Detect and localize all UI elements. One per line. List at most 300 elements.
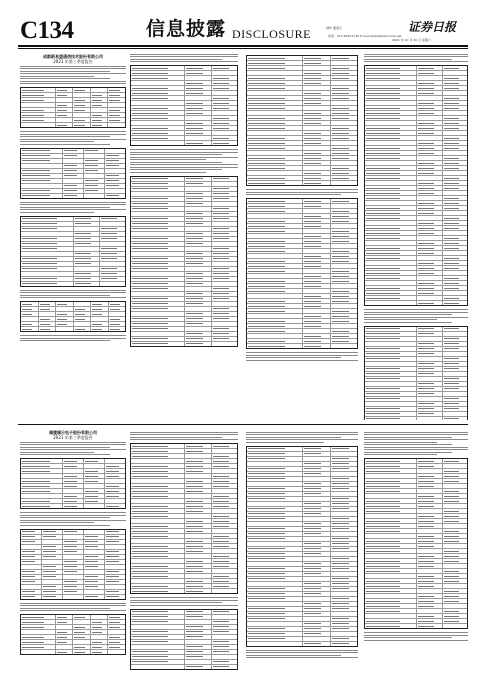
text-line	[246, 439, 358, 440]
data-table	[20, 216, 126, 287]
text-line	[130, 602, 222, 603]
table-cell	[100, 272, 125, 276]
table-cell	[331, 214, 357, 218]
table-cell	[212, 665, 237, 669]
table-cell	[131, 96, 185, 100]
table-cell	[331, 234, 357, 238]
table-cell	[303, 592, 330, 596]
table-cell	[131, 620, 185, 624]
text-line	[246, 432, 358, 433]
table-cell	[331, 329, 357, 333]
table-cell	[131, 232, 185, 236]
table-cell	[131, 534, 185, 538]
table-cell	[365, 191, 417, 195]
table-cell	[443, 161, 467, 165]
table-cell	[417, 121, 442, 125]
table-cell	[365, 206, 417, 210]
table-cell	[100, 262, 125, 266]
table-cell	[105, 595, 125, 599]
contact-line: 电话：010-83251716 E-mail:zqrb9@zqrb.sina.net	[328, 34, 402, 38]
text-line	[20, 131, 126, 132]
table-cell	[417, 382, 442, 386]
table-cell	[63, 575, 84, 579]
table-cell	[131, 252, 185, 256]
table-cell	[443, 534, 467, 538]
table-cell	[63, 530, 84, 534]
table-cell	[56, 635, 74, 639]
table-cell	[303, 457, 330, 461]
table-cell	[443, 156, 467, 160]
table-cell	[63, 484, 84, 488]
table-cell	[56, 98, 74, 102]
table-cell	[185, 650, 211, 654]
table-cell	[105, 179, 125, 183]
brand-logo: 证券日报	[408, 20, 457, 34]
text-line	[246, 434, 358, 435]
table-cell	[63, 459, 84, 463]
table-cell	[303, 622, 330, 626]
table-cell	[131, 554, 185, 558]
table-cell	[247, 151, 303, 155]
text-line	[130, 432, 238, 433]
table-cell	[131, 469, 185, 473]
table-cell	[303, 284, 330, 288]
table-cell	[417, 347, 442, 351]
table-cell	[212, 267, 237, 271]
text-line	[20, 78, 110, 79]
table-cell	[443, 559, 467, 563]
table-cell	[212, 615, 237, 619]
table-cell	[73, 88, 91, 92]
table-cell	[331, 81, 357, 85]
table-cell	[303, 602, 330, 606]
table-cell	[331, 572, 357, 576]
table-cell	[91, 317, 109, 321]
table-cell	[63, 550, 84, 554]
table-cell	[247, 462, 303, 466]
table-cell	[131, 207, 185, 211]
table-cell	[247, 552, 303, 556]
table-cell	[84, 149, 105, 153]
table-cell	[21, 545, 42, 549]
table-cell	[247, 339, 303, 343]
table-cell	[417, 529, 442, 533]
table-cell	[303, 492, 330, 496]
table-cell	[21, 540, 42, 544]
table-cell	[247, 467, 303, 471]
table-cell	[417, 191, 442, 195]
table-cell	[74, 317, 92, 321]
table-cell	[247, 229, 303, 233]
table-cell	[131, 187, 185, 191]
table-cell	[21, 645, 56, 649]
table-cell	[21, 267, 74, 271]
text-line	[246, 194, 341, 195]
table-cell	[108, 118, 125, 122]
table-cell	[247, 141, 303, 145]
table-cell	[247, 294, 303, 298]
table-cell	[303, 214, 330, 218]
table-cell	[212, 277, 237, 281]
table-cell	[247, 181, 303, 185]
table-cell	[212, 554, 237, 558]
table-cell	[185, 589, 211, 593]
table-cell	[185, 182, 211, 186]
table-cell	[212, 131, 237, 135]
table-cell	[185, 579, 211, 583]
text-line	[20, 610, 126, 611]
text-line	[20, 292, 126, 293]
table-cell	[303, 81, 330, 85]
table-cell	[212, 655, 237, 659]
table-cell	[365, 106, 417, 110]
table-cell	[84, 194, 105, 198]
table-cell	[443, 141, 467, 145]
table-cell	[365, 397, 417, 401]
table-cell	[212, 232, 237, 236]
table-cell	[42, 565, 63, 569]
table-cell	[185, 267, 211, 271]
table-cell	[212, 247, 237, 251]
table-cell	[63, 489, 84, 493]
table-cell	[417, 256, 442, 260]
table-cell	[131, 479, 185, 483]
table-cell	[131, 177, 185, 181]
text-line	[20, 73, 126, 74]
table-cell	[131, 312, 185, 316]
table-cell	[185, 337, 211, 341]
table-cell	[303, 477, 330, 481]
table-cell	[131, 332, 185, 336]
text-line	[130, 149, 238, 150]
table-cell	[21, 242, 74, 246]
table-cell	[443, 514, 467, 518]
table-cell	[108, 123, 125, 127]
table-cell	[105, 169, 125, 173]
table-cell	[185, 564, 211, 568]
table-cell	[73, 645, 91, 649]
table-cell	[84, 484, 105, 488]
table-cell	[365, 357, 417, 361]
table-cell	[131, 579, 185, 583]
table-cell	[91, 620, 109, 624]
text-line	[20, 212, 94, 213]
table-cell	[443, 524, 467, 528]
table-cell	[247, 324, 303, 328]
table-cell	[212, 187, 237, 191]
table-cell	[417, 101, 442, 105]
table-cell	[303, 146, 330, 150]
text-line	[130, 162, 222, 163]
table-cell	[21, 194, 63, 198]
table-cell	[247, 522, 303, 526]
table-cell	[185, 524, 211, 528]
table-cell	[131, 272, 185, 276]
table-cell	[212, 589, 237, 593]
table-cell	[247, 214, 303, 218]
table-cell	[21, 322, 39, 326]
table-cell	[303, 637, 330, 641]
table-cell	[365, 181, 417, 185]
table-cell	[303, 86, 330, 90]
table-cell	[443, 539, 467, 543]
table-cell	[443, 246, 467, 250]
table-cell	[443, 489, 467, 493]
table-cell	[131, 645, 185, 649]
table-cell	[105, 194, 125, 198]
table-cell	[212, 96, 237, 100]
table-cell	[131, 106, 185, 110]
table-cell	[73, 93, 91, 97]
table-cell	[365, 226, 417, 230]
table-cell	[365, 504, 417, 508]
table-cell	[109, 327, 126, 331]
table-cell	[331, 562, 357, 566]
table-cell	[185, 101, 211, 105]
table-cell	[100, 257, 125, 261]
table-cell	[365, 301, 417, 305]
table-cell	[303, 309, 330, 313]
table-cell	[443, 332, 467, 336]
table-cell	[91, 625, 109, 629]
data-table	[130, 176, 238, 347]
text-line	[364, 439, 468, 440]
table-cell	[63, 464, 84, 468]
table-cell	[247, 209, 303, 213]
table-cell	[247, 512, 303, 516]
table-cell	[417, 407, 442, 411]
table-cell	[331, 487, 357, 491]
table-cell	[185, 645, 211, 649]
table-cell	[331, 537, 357, 541]
table-cell	[443, 291, 467, 295]
table-cell	[247, 304, 303, 308]
table-cell	[185, 474, 211, 478]
table-cell	[417, 196, 442, 200]
table-cell	[185, 665, 211, 669]
text-line	[364, 437, 452, 438]
table-cell	[63, 560, 84, 564]
table-cell	[365, 151, 417, 155]
table-cell	[303, 249, 330, 253]
table-cell	[212, 454, 237, 458]
table-cell	[131, 76, 185, 80]
table-cell	[105, 469, 125, 473]
table-row	[131, 342, 237, 346]
table-cell	[303, 299, 330, 303]
table-row	[365, 624, 467, 628]
table-cell	[365, 417, 417, 421]
table-cell	[303, 111, 330, 115]
table-cell	[100, 227, 125, 231]
table-cell	[185, 96, 211, 100]
text-line	[246, 657, 358, 658]
table-cell	[331, 339, 357, 343]
table-cell	[247, 502, 303, 506]
text-line	[20, 139, 126, 140]
table-cell	[443, 544, 467, 548]
table-cell	[303, 141, 330, 145]
table-cell	[443, 191, 467, 195]
table-cell	[417, 484, 442, 488]
table-cell	[303, 161, 330, 165]
table-cell	[63, 585, 84, 589]
table-cell	[417, 286, 442, 290]
table-cell	[331, 622, 357, 626]
table-cell	[443, 91, 467, 95]
table-cell	[212, 524, 237, 528]
table-cell	[365, 126, 417, 130]
table-cell	[303, 537, 330, 541]
table-cell	[56, 307, 74, 311]
table-cell	[185, 464, 211, 468]
table-cell	[443, 604, 467, 608]
table-cell	[303, 334, 330, 338]
data-table	[20, 529, 126, 600]
text-line	[20, 603, 126, 604]
table-cell	[131, 559, 185, 563]
table-cell	[185, 610, 211, 614]
table-cell	[21, 252, 74, 256]
table-cell	[131, 222, 185, 226]
table-cell	[417, 151, 442, 155]
table-cell	[131, 297, 185, 301]
table-cell	[108, 108, 125, 112]
text-line	[20, 134, 126, 135]
table-cell	[74, 277, 100, 281]
table-cell	[21, 159, 63, 163]
table-cell	[303, 56, 330, 60]
table-cell	[443, 614, 467, 618]
table-cell	[247, 244, 303, 248]
table-cell	[185, 554, 211, 558]
table-cell	[100, 222, 125, 226]
table-cell	[84, 169, 105, 173]
text-line	[130, 597, 238, 598]
table-cell	[212, 569, 237, 573]
table-cell	[21, 650, 56, 654]
table-cell	[108, 645, 125, 649]
table-cell	[365, 599, 417, 603]
table-cell	[247, 259, 303, 263]
table-cell	[303, 542, 330, 546]
table-cell	[417, 579, 442, 583]
table-cell	[443, 589, 467, 593]
article-company-name-2: 福建福日电子股份有限公司	[49, 430, 97, 435]
table-cell	[212, 635, 237, 639]
table-cell	[21, 312, 39, 316]
table-cell	[105, 540, 125, 544]
table-cell	[443, 271, 467, 275]
table-cell	[443, 499, 467, 503]
table-cell	[443, 554, 467, 558]
table-cell	[443, 146, 467, 150]
table-cell	[247, 76, 303, 80]
data-table	[130, 65, 238, 146]
table-cell	[331, 642, 357, 646]
table-cell	[42, 585, 63, 589]
table-cell	[365, 392, 417, 396]
data-table	[364, 458, 468, 629]
table-cell	[131, 126, 185, 130]
table-cell	[212, 126, 237, 130]
table-cell	[443, 171, 467, 175]
table-cell	[365, 609, 417, 613]
table-cell	[331, 502, 357, 506]
table-cell	[417, 211, 442, 215]
table-cell	[443, 494, 467, 498]
text-line	[130, 59, 222, 60]
table-cell	[84, 570, 105, 574]
table-cell	[91, 113, 109, 117]
table-cell	[365, 161, 417, 165]
table-cell	[212, 217, 237, 221]
table-cell	[247, 136, 303, 140]
text-line	[364, 447, 468, 448]
table-cell	[331, 632, 357, 636]
table-cell	[84, 494, 105, 498]
table-cell	[185, 177, 211, 181]
table-cell	[212, 71, 237, 75]
table-cell	[303, 294, 330, 298]
text-line	[20, 141, 94, 142]
table-cell	[365, 81, 417, 85]
table-cell	[247, 562, 303, 566]
table-cell	[247, 314, 303, 318]
table-cell	[417, 231, 442, 235]
table-cell	[417, 624, 442, 628]
table-cell	[74, 312, 92, 316]
table-cell	[365, 347, 417, 351]
table-cell	[185, 630, 211, 634]
table-cell	[331, 76, 357, 80]
table-cell	[443, 261, 467, 265]
table-cell	[185, 277, 211, 281]
text-line	[364, 309, 468, 310]
table-cell	[63, 545, 84, 549]
table-cell	[84, 595, 105, 599]
table-cell	[331, 239, 357, 243]
table-cell	[443, 96, 467, 100]
table-cell	[21, 189, 63, 193]
table-cell	[303, 329, 330, 333]
table-cell	[84, 499, 105, 503]
table-cell	[417, 301, 442, 305]
table-cell	[74, 262, 100, 266]
text-line	[130, 439, 238, 440]
table-cell	[417, 392, 442, 396]
table-cell	[84, 530, 105, 534]
table-cell	[105, 585, 125, 589]
table-cell	[131, 584, 185, 588]
table-cell	[247, 111, 303, 115]
table-cell	[21, 93, 56, 97]
table-cell	[331, 171, 357, 175]
table-cell	[331, 131, 357, 135]
table-cell	[185, 625, 211, 629]
table-cell	[331, 472, 357, 476]
table-cell	[131, 494, 185, 498]
table-cell	[212, 106, 237, 110]
table-cell	[365, 519, 417, 523]
table-cell	[443, 176, 467, 180]
table-cell	[73, 635, 91, 639]
table-cell	[365, 121, 417, 125]
table-cell	[303, 627, 330, 631]
table-cell	[74, 272, 100, 276]
table-cell	[331, 204, 357, 208]
table-cell	[443, 342, 467, 346]
